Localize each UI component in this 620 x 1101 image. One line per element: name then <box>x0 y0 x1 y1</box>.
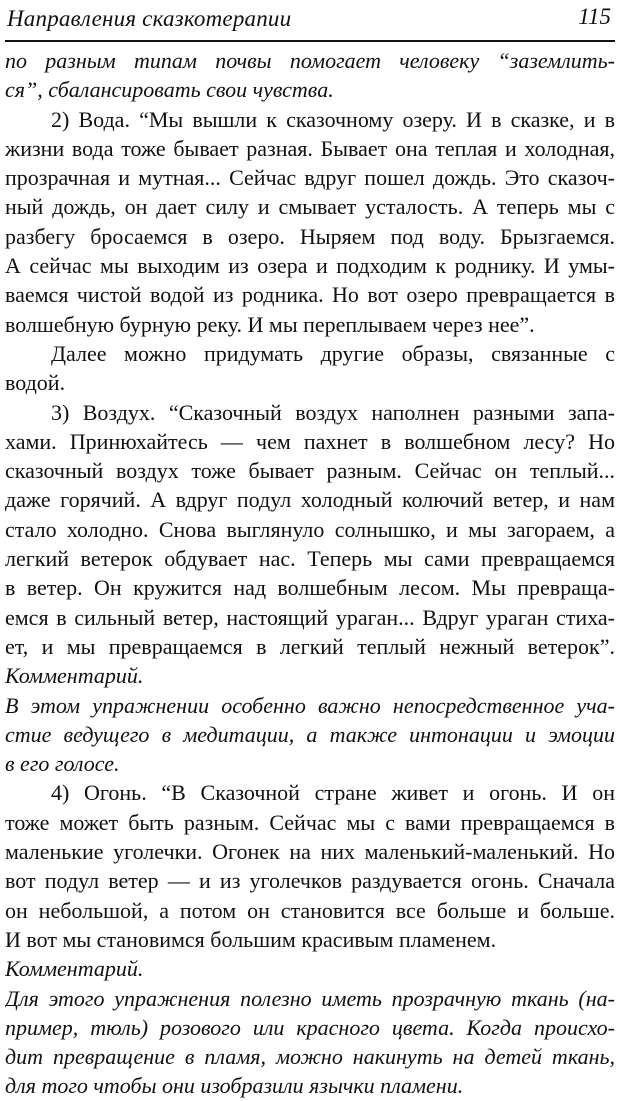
text-line: прозрачная и мутная... Сейчас вдруг пошел дождь. Это сказоч- <box>5 165 615 191</box>
text-line: А сейчас мы выходим из озера и подходим к роднику. И умы- <box>5 253 615 279</box>
running-header <box>5 0 615 42</box>
text-line: Далее можно придумать другие образы, связанные с <box>51 340 615 366</box>
text-line: Комментарий. <box>5 956 144 982</box>
text-line: волшебную бурную реку. И мы переплываем через нее”. <box>5 311 535 337</box>
text-line: маленькие уголечки. Огонек на них маленький-маленький. Но <box>5 839 615 865</box>
text-line: жизни вода тоже бывает разная. Бывает она теплая и холодная, <box>5 135 615 161</box>
text-line: И вот мы становимся большим красивым пламенем. <box>5 926 497 952</box>
running-title: Направления сказкотерапии <box>7 6 292 31</box>
text-line: ся”, сбалансировать свои чувства. <box>5 77 334 103</box>
text-line: хами. Принюхайтесь — чем пахнет в волшебном лесу? Но <box>5 428 615 454</box>
text-line: ет, и мы превращаемся в легкий теплый нежный ветерок”. <box>5 633 615 659</box>
body-text <box>5 46 615 1101</box>
text-line: по разным типам почвы помогает человеку “заземлить- <box>5 48 615 73</box>
text-line: емся в сильный ветер, настоящий ураган... Вдруг ураган стиха- <box>5 604 615 630</box>
book-page <box>5 0 615 1099</box>
text-line: ный дождь, он дает силу и смывает усталость. А теперь мы с <box>5 194 615 220</box>
text-line: он небольшой, а потом он становится все больше и больше. <box>5 897 615 923</box>
text-line: разбегу бросаемся в озеро. Ныряем под воду. Брызгаемся. <box>5 223 615 249</box>
text-line: водой. <box>5 370 66 396</box>
text-line: Комментарий. <box>5 663 144 689</box>
text-line: пример, тюль) розового или красного цвета. Когда происхо- <box>5 1014 615 1040</box>
text-line: сказочный воздух тоже бывает разным. Сейчас он теплый... <box>5 458 615 484</box>
text-line: для того чтобы они изобразили язычки пламени. <box>5 1073 464 1099</box>
text-line: В этом упражнении особенно важно непосредственное уча- <box>5 692 615 718</box>
text-line: легкий ветерок обдувает нас. Теперь мы сами превращаемся <box>5 546 615 572</box>
text-line: вот подул ветер — и из уголечков раздувается огонь. Сначала <box>5 868 615 894</box>
text-line: в его голосе. <box>5 751 120 777</box>
text-line: 3) Воздух. “Сказочный воздух наполнен разными запа- <box>51 399 615 425</box>
text-line: тоже может быть разным. Сейчас мы с вами превращаемся в <box>5 809 615 835</box>
text-line: в ветер. Он кружится над волшебным лесом. Мы превраща- <box>5 575 615 601</box>
text-line: 2) Вода. “Мы вышли к сказочному озеру. И в сказке, и в <box>51 106 615 132</box>
text-line: стие ведущего в медитации, а также интонации и эмоции <box>5 721 615 747</box>
text-line: дит превращение в пламя, можно накинуть на детей ткань, <box>5 1044 615 1070</box>
text-line: даже горячий. А вдруг подул холодный колючий ветер, и нам <box>5 487 615 513</box>
page-number: 115 <box>578 4 611 29</box>
text-line: Для этого упражнения полезно иметь прозрачную ткань (на- <box>5 985 615 1011</box>
text-line: ваемся чистой водой из родника. Но вот озеро превращается в <box>5 282 615 308</box>
text-line: стало холодно. Снова выглянуло солнышко, и мы загораем, а <box>5 516 615 542</box>
text-line: 4) Огонь. “В Сказочной стране живет и огонь. И он <box>51 780 615 806</box>
